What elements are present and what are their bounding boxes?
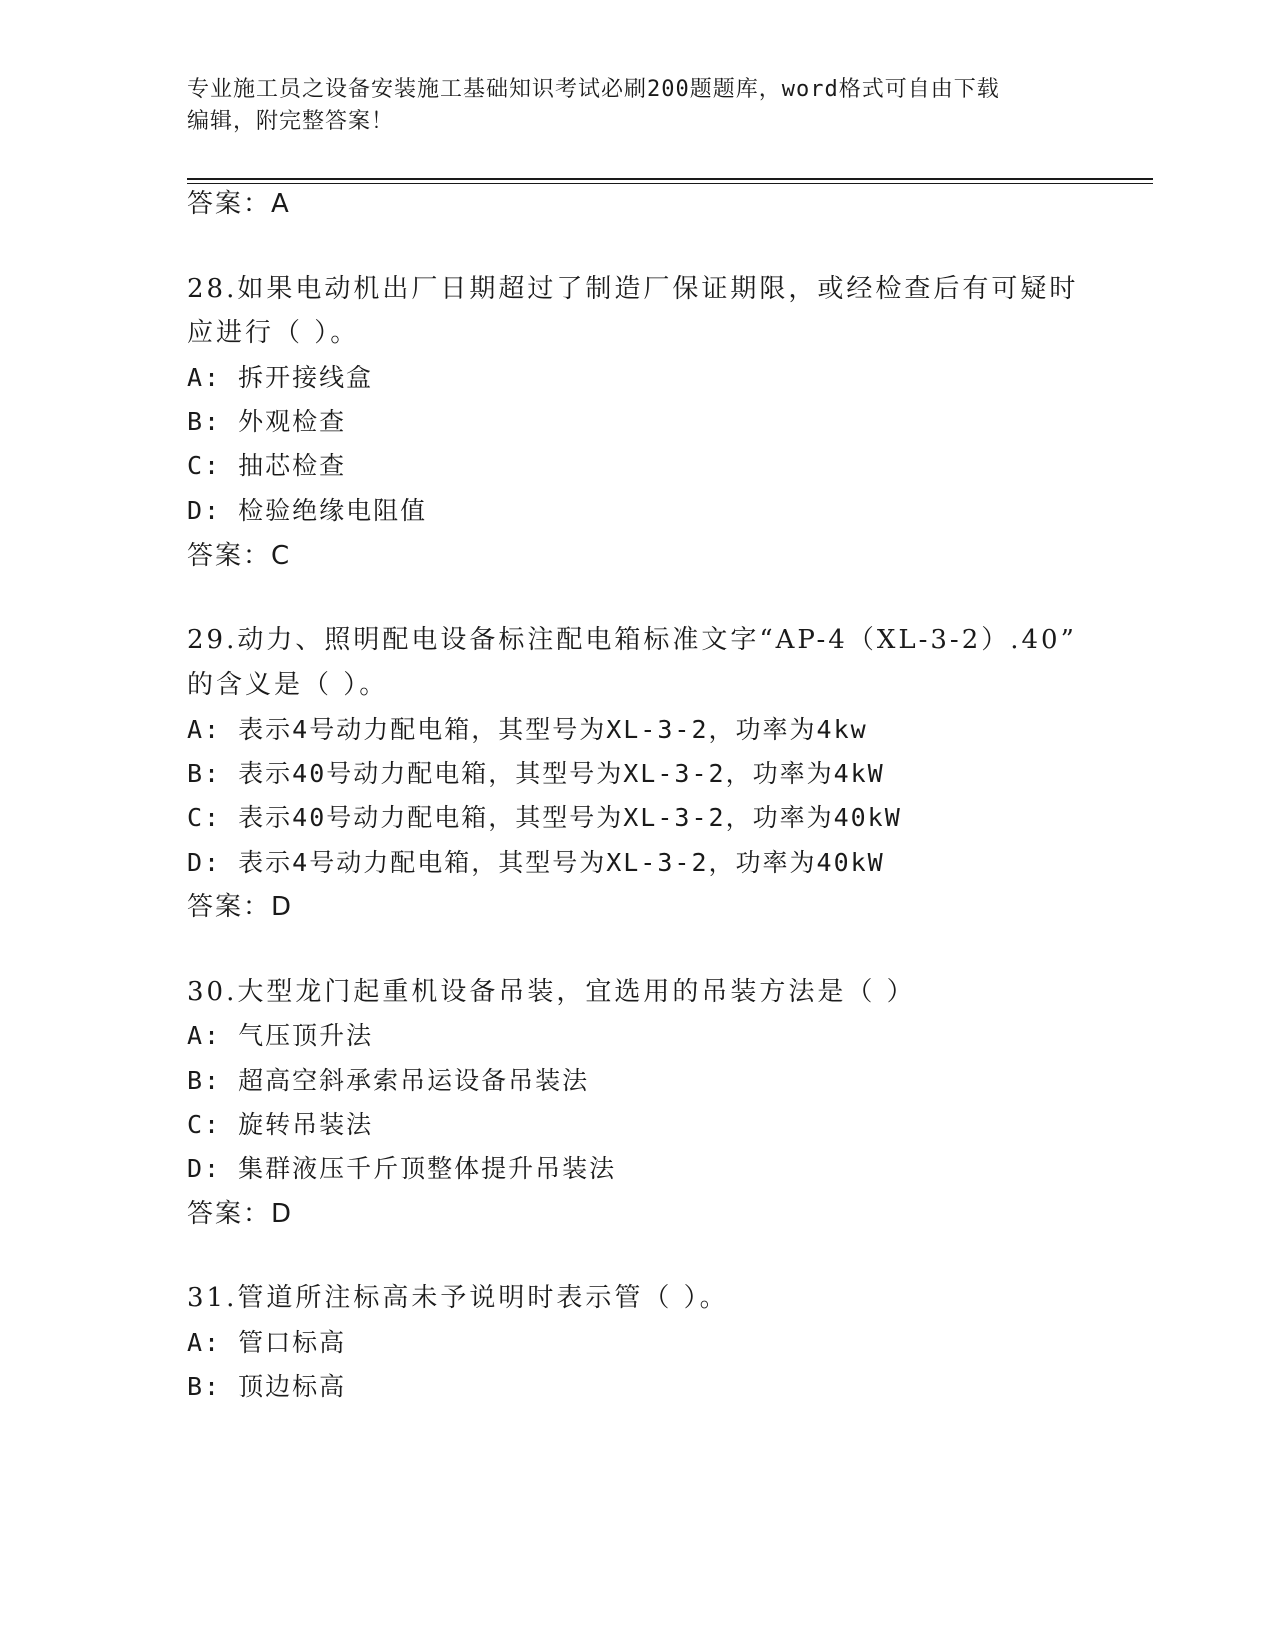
question-30-option-b: B: 超高空斜承索吊运设备吊装法 — [187, 1066, 590, 1095]
question-30-text: 30.大型龙门起重机设备吊装，宜选用的吊装方法是（ ） — [187, 977, 916, 1007]
question-28-option-c: C: 抽芯检查 — [187, 451, 347, 480]
question-31-option-a: A: 管口标高 — [187, 1328, 347, 1357]
header-divider-thin — [187, 183, 1153, 184]
document-header — [187, 74, 1067, 138]
question-29-text-cont: 的含义是（ ）。 — [187, 670, 389, 700]
question-28-option-d: D: 检验绝缘电阻值 — [187, 496, 428, 525]
question-28-option-b: B: 外观检查 — [187, 407, 347, 436]
answer-30: 答案：D — [187, 1199, 294, 1229]
question-29-text: 29.动力、照明配电设备标注配电箱标准文字“AP-4（XL-3-2）.40” — [187, 625, 1077, 655]
answer-27: 答案：A — [187, 189, 291, 219]
header-line-1: 专业施工员之设备安装施工基础知识考试必刷200题题库，word格式可自由下载 — [187, 77, 1000, 102]
question-31-option-b: B: 顶边标高 — [187, 1372, 347, 1401]
question-30-option-a: A: 气压顶升法 — [187, 1021, 374, 1050]
header-divider-thick — [187, 178, 1153, 180]
question-30-option-c: C: 旋转吊装法 — [187, 1110, 374, 1139]
question-29-option-b: B: 表示40号动力配电箱，其型号为XL-3-2，功率为4kW — [187, 759, 885, 788]
question-28-text: 28.如果电动机出厂日期超过了制造厂保证期限，或经检查后有可疑时 — [187, 274, 1079, 304]
answer-29: 答案：D — [187, 892, 294, 922]
question-28-text-cont: 应进行（ ）。 — [187, 318, 360, 348]
question-31-text: 31.管道所注标高未予说明时表示管（ ）。 — [187, 1283, 729, 1313]
header-line-2: 编辑，附完整答案！ — [187, 109, 395, 134]
question-29-option-a: A: 表示4号动力配电箱，其型号为XL-3-2，功率为4kw — [187, 715, 868, 744]
question-29-option-c: C: 表示40号动力配电箱，其型号为XL-3-2，功率为40kW — [187, 803, 902, 832]
question-29-option-d: D: 表示4号动力配电箱，其型号为XL-3-2，功率为40kW — [187, 848, 885, 877]
question-28-option-a: A: 拆开接线盒 — [187, 363, 374, 392]
question-30-option-d: D: 集群液压千斤顶整体提升吊装法 — [187, 1154, 617, 1183]
answer-28: 答案：C — [187, 541, 292, 571]
